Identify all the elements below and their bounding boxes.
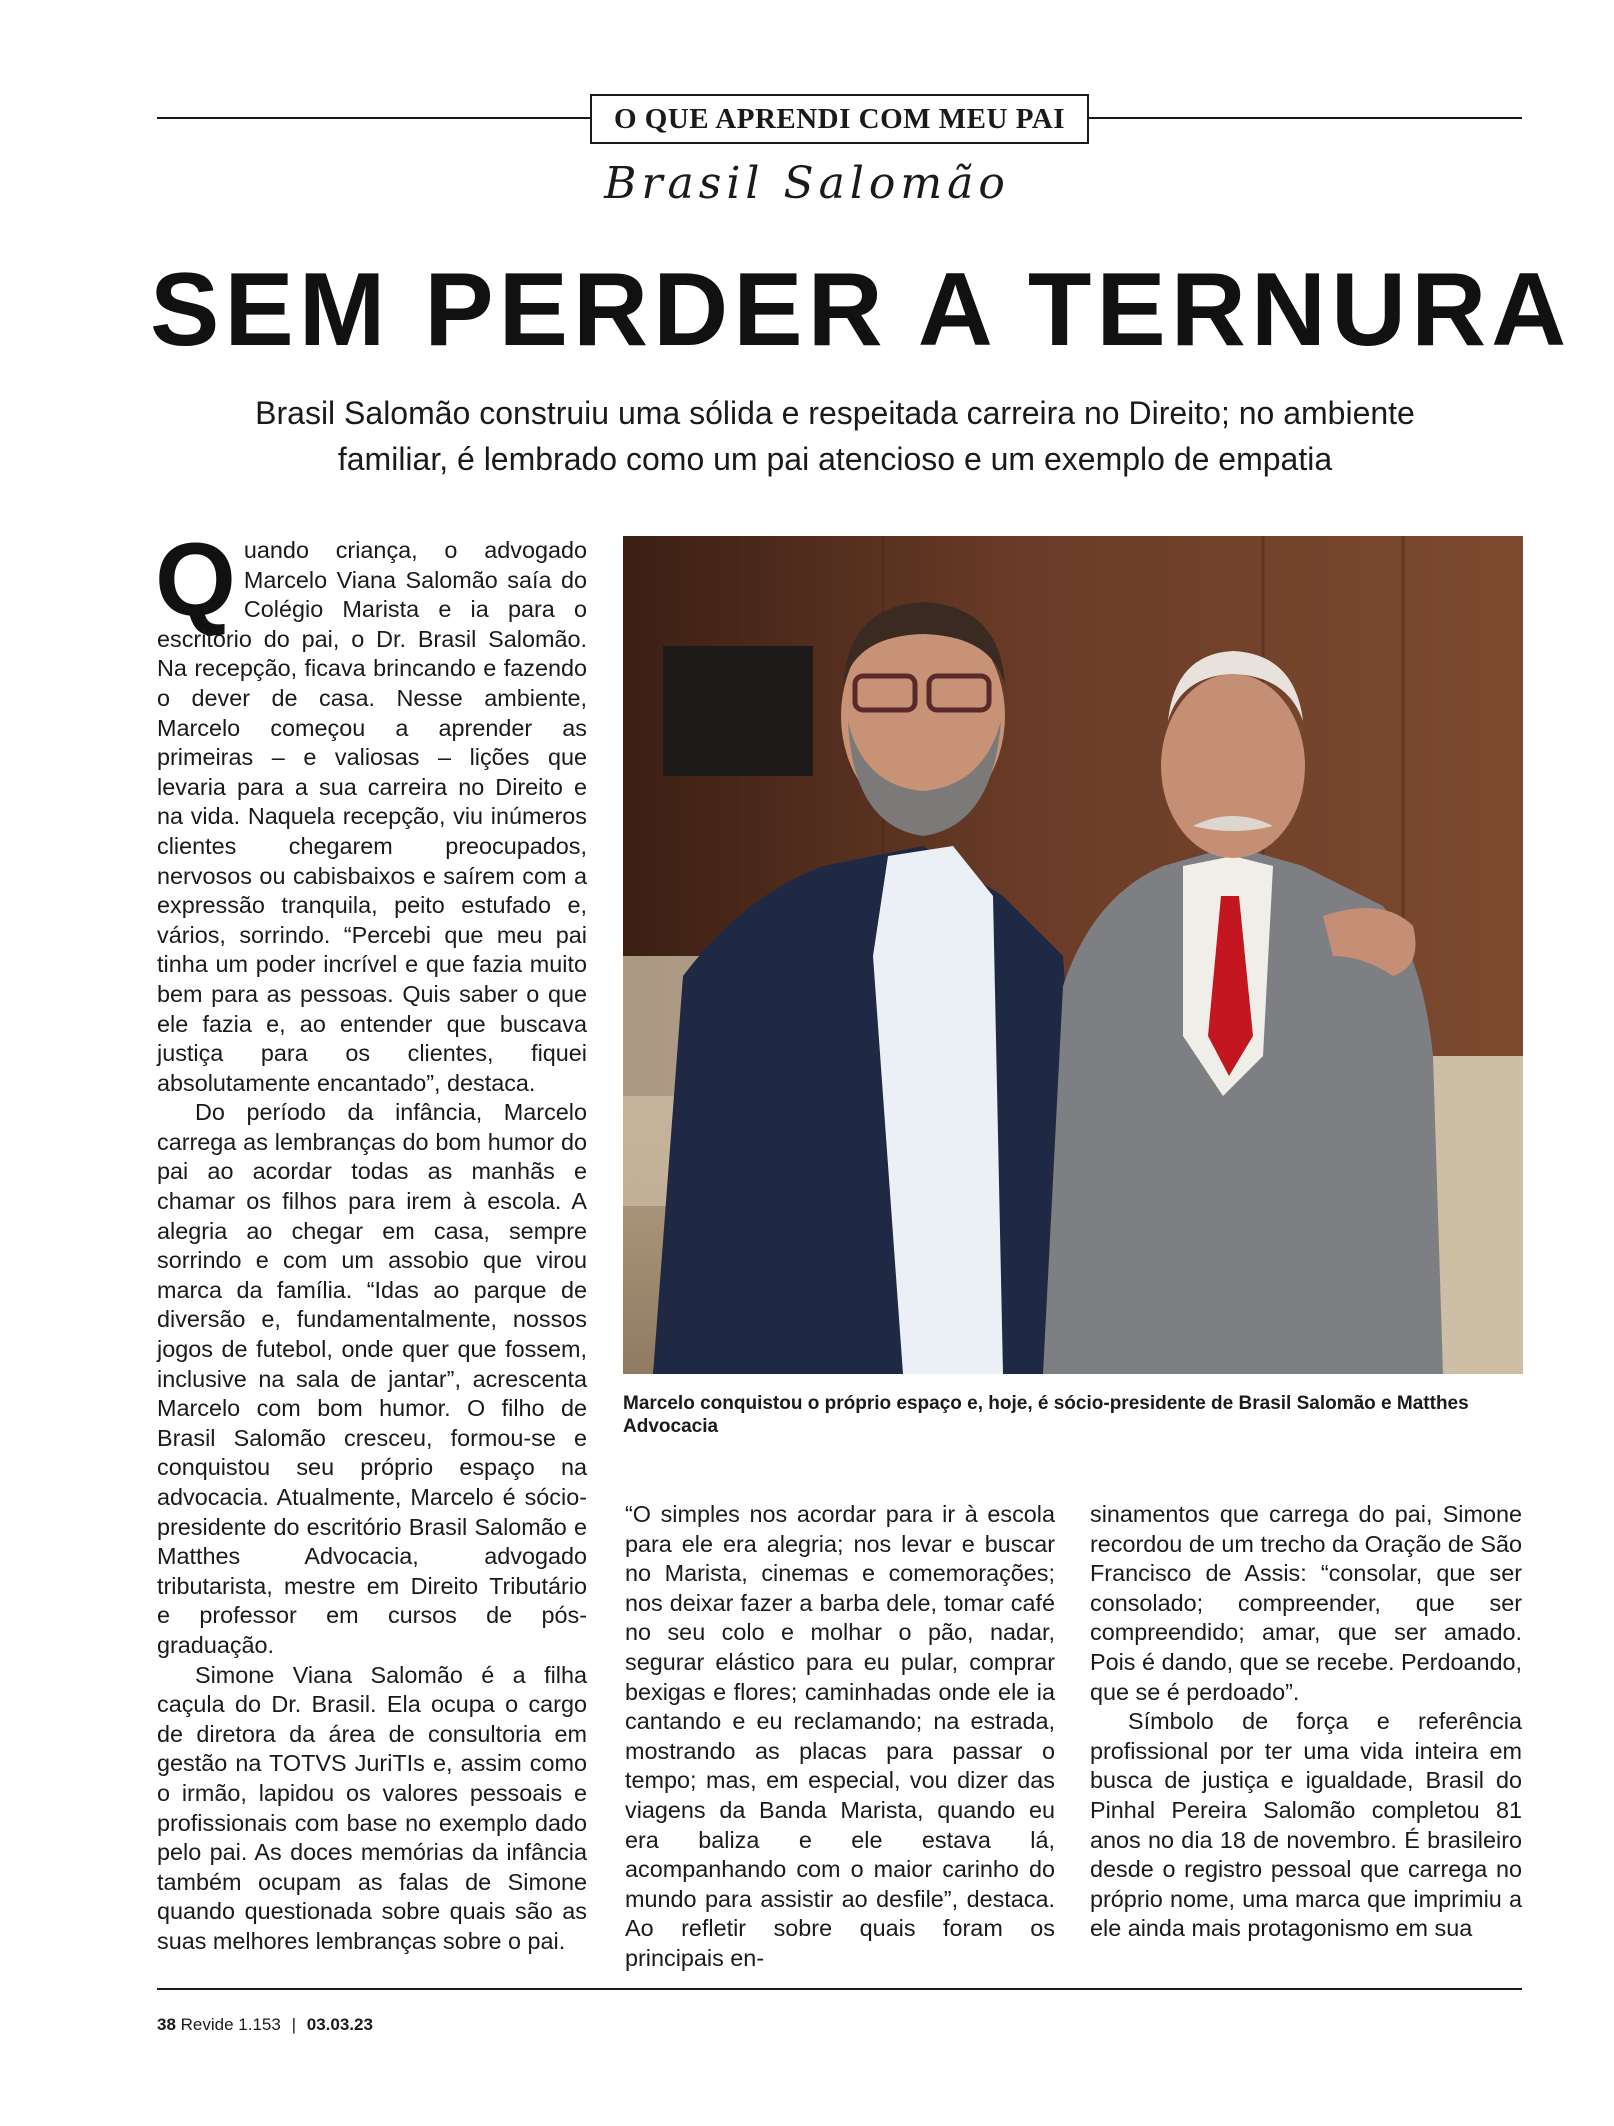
article-paragraph: Simone Viana Salomão é a filha caçula do Dr. Brasil. Ela ocupa o cargo de diretora da área de consultoria em gestão na TOTVS JuriTIs e, assim como o irmão, lapidou os valores pessoais e profissionais com base no exemplo dado pelo pai. As doces memórias da infância também ocupam as falas de Simone quando questionada sobre quais são as suas melhores lembranças sobre o pai. <box>157 1661 587 1954</box>
photo-caption: Marcelo conquistou o próprio espaço e, hoje, é sócio-presidente de Brasil Salomão e Matthes Advocacia <box>623 1393 1469 1437</box>
section-label: O QUE APRENDI COM MEU PAI <box>590 94 1089 144</box>
article-paragraph: Do período da infância, Marcelo carrega as lembranças do bom humor do pai ao acordar todas as manhãs e chamar os filhos para irem à escola. A alegria ao chegar em casa, sempre sorrindo e com um assobio que virou marca da família. “Idas ao parque de diversão e, fundamentalmente, nossos jogos de futebol, onde quer que fossem, inclusive na sala de jantar”, acrescenta Marcelo com bom humor. O filho de Brasil Salomão cresceu, formou-se e conquistou seu próprio espaço na advocacia. Atualmente, Marcelo é sócio-presidente do escritório Brasil Salomão e Matthes Advocacia, advogado tributarista, mestre em Direito Tributário e professor em cursos de pós-graduação. <box>157 1099 587 1658</box>
article-paragraph: Quando criança, o advogado Marcelo Viana Salomão saía do Colégio Marista e ia para o escritório do pai, o Dr. Brasil Salomão. Na recepção, ficava brincando e fazendo o dever de casa. Nesse ambiente, Marcelo começou a aprender as primeiras – e valiosas – lições que levaria para a sua carreira no Direito e na vida. Naquela recepção, viu inúmeros clientes chegarem preocupados, nervosos ou cabisbaixos e saírem com a expressão tranquila, peito estufado e, vários, sorrindo. “Percebi que meu pai tinha um poder incrível e que fazia muito bem para as pessoas. Quis saber o que ele fazia e, ao entender que buscava justiça para os clientes, fiquei absolutamente encantado”, destaca. <box>155 522 587 1096</box>
article-photo <box>623 536 1523 1374</box>
article-column-3 <box>1090 1500 1522 1944</box>
issue-date: 03.03.23 <box>306 2015 373 2034</box>
photo-illustration <box>623 536 1523 1374</box>
article-column-2 <box>625 1500 1055 1974</box>
article-column-1 <box>155 522 587 1957</box>
publication-issue: Revide 1.153 <box>180 2015 281 2034</box>
section-rule-right <box>1083 117 1522 119</box>
page-number: 38 <box>157 2015 176 2034</box>
article-paragraph: sinamentos que carrega do pai, Simone recordou de um trecho da Oração de São Francisco de Assis: “consolar, que ser consolado; compreender, que ser compreendido; amar, que ser amado. Pois é dando, que se recebe. Perdoando, que se é perdoado”. <box>1090 1501 1522 1705</box>
deck: Brasil Salomão construiu uma sólida e respeitada carreira no Direito; no ambiente familiar, é lembrado como um pai atencioso e um exemplo de empatia <box>255 395 1415 477</box>
headline: SEM PERDER A TERNURA <box>150 252 1572 368</box>
article-paragraph: Símbolo de força e referência profissional por ter uma vida inteira em busca de justiça e igualdade, Brasil do Pinhal Pereira Salomão completou 81 anos no dia 18 de novembro. É brasileiro desde o registro pessoal que carrega no próprio nome, uma marca que imprimiu a ele ainda mais protagonismo em sua <box>1090 1708 1522 1942</box>
article-paragraph: “O simples nos acordar para ir à escola para ele era alegria; nos levar e buscar no Marista, cinemas e comemorações; nos deixar fazer a barba dele, tomar café no seu colo e molhar o pão, nadar, segurar elástico para eu pular, comprar bexigas e flores; caminhadas onde ele ia cantando e eu reclamando; na estrada, mostrando as placas para passar o tempo; mas, em especial, vou dizer das viagens da Banda Marista, quando eu era baliza e ele estava lá, acompanhando com o maior carinho do mundo para assistir ao desfile”, destaca. Ao refletir sobre quais foram os principais en- <box>625 1501 1055 1971</box>
footer-separator: | <box>291 2015 296 2034</box>
drop-cap: Q <box>155 522 236 638</box>
page-footer <box>157 2015 373 2035</box>
footer-rule <box>157 1988 1522 1990</box>
section-rule-left <box>157 117 593 119</box>
section-name: Brasil Salomão <box>604 158 1010 209</box>
